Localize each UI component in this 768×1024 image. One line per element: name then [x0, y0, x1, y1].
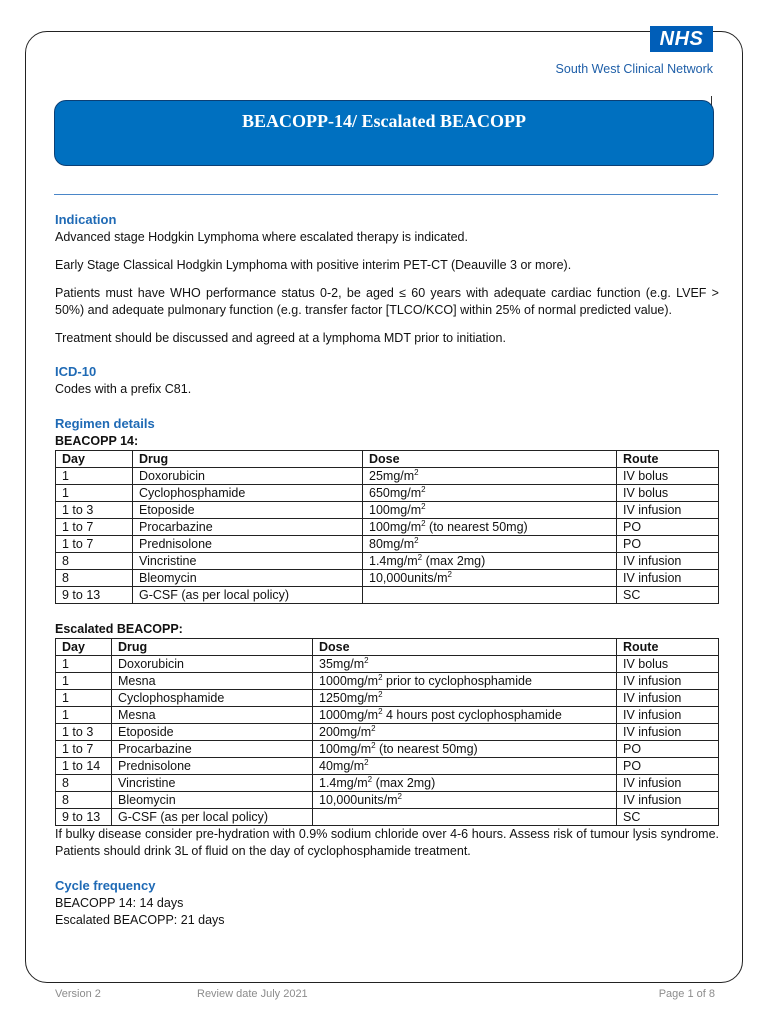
cell-route: IV infusion: [617, 570, 719, 587]
dose-qualifier: (max 2mg): [372, 776, 436, 790]
footer-review-date: Review date July 2021: [197, 988, 308, 1000]
cell-dose: [363, 502, 617, 519]
dose-value: 80mg/m: [369, 537, 415, 551]
header-day: Day: [56, 639, 112, 656]
table-row: [56, 502, 719, 519]
cycle-section: [55, 877, 719, 929]
cycle-line-1: BEACOPP 14: 14 days: [55, 896, 184, 910]
cell-drug: Vincristine: [133, 553, 363, 570]
dose-value: 100mg/m: [369, 503, 422, 517]
cell-drug: Prednisolone: [112, 758, 313, 775]
cell-drug: Doxorubicin: [112, 656, 313, 673]
indication-paragraph-4: Treatment should be discussed and agreed at a lymphoma MDT prior to initiation.: [55, 331, 506, 345]
cell-drug: Mesna: [112, 707, 313, 724]
cycle-heading: Cycle frequency: [55, 878, 156, 893]
cell-route: IV bolus: [617, 485, 719, 502]
cell-dose: [363, 485, 617, 502]
cell-dose: [313, 758, 617, 775]
dose-value: 1000mg/m: [319, 674, 379, 688]
dose-value: 1000mg/m: [319, 708, 379, 722]
dose-value: 25mg/m: [369, 469, 415, 483]
cell-day: 1 to 3: [56, 502, 133, 519]
dose-value: 1.4mg/m: [369, 554, 418, 568]
dose-value: 100mg/m: [369, 520, 422, 534]
cell-dose: [313, 724, 617, 741]
regimen-section: [55, 415, 719, 860]
table-row: [56, 536, 719, 553]
table-row: [56, 741, 719, 758]
cell-day: 8: [56, 775, 112, 792]
table-row: [56, 690, 719, 707]
escalated-label: Escalated BEACOPP:: [55, 622, 183, 636]
cell-drug: Bleomycin: [133, 570, 363, 587]
cell-route: SC: [617, 809, 719, 826]
cell-day: 8: [56, 553, 133, 570]
cell-day: 9 to 13: [56, 587, 133, 604]
cell-day: 1: [56, 707, 112, 724]
cell-dose: [313, 656, 617, 673]
table-row: [56, 809, 719, 826]
cell-route: PO: [617, 536, 719, 553]
nhs-logo: NHS: [650, 26, 713, 52]
cell-drug: Procarbazine: [133, 519, 363, 536]
cell-route: IV infusion: [617, 775, 719, 792]
cell-drug: Etoposide: [112, 724, 313, 741]
cell-dose: [313, 809, 617, 826]
icd-section: [55, 363, 719, 398]
header-rule: [54, 194, 718, 195]
dose-qualifier: (to nearest 50mg): [425, 520, 528, 534]
cell-day: 1: [56, 673, 112, 690]
dose-value: 1.4mg/m: [319, 776, 368, 790]
table-row: [56, 758, 719, 775]
cell-dose: [313, 775, 617, 792]
dose-superscript: 2: [371, 723, 376, 733]
document-title-banner: [54, 100, 714, 166]
dose-value: 35mg/m: [319, 657, 365, 671]
table-row: [56, 792, 719, 809]
indication-paragraph-1: Advanced stage Hodgkin Lymphoma where escalated therapy is indicated.: [55, 230, 468, 244]
dose-qualifier: (max 2mg): [422, 554, 486, 568]
cell-dose: [313, 673, 617, 690]
dose-superscript: 2: [371, 740, 376, 750]
beacopp14-table: [55, 450, 719, 604]
dose-superscript: 2: [378, 689, 383, 699]
cell-day: 9 to 13: [56, 809, 112, 826]
cycle-line-2: Escalated BEACOPP: 21 days: [55, 913, 225, 927]
footer-page-number: Page 1 of 8: [658, 988, 715, 1000]
dose-value: 200mg/m: [319, 725, 372, 739]
cell-drug: Mesna: [112, 673, 313, 690]
cell-day: 1 to 3: [56, 724, 112, 741]
cell-dose: [363, 536, 617, 553]
cell-route: SC: [617, 587, 719, 604]
cell-dose: [313, 792, 617, 809]
table-header-row: [56, 639, 719, 656]
table-row: [56, 485, 719, 502]
cell-dose: [363, 519, 617, 536]
cell-dose: [313, 707, 617, 724]
dose-value: 40mg/m: [319, 759, 365, 773]
cell-dose: [313, 741, 617, 758]
dose-value: 1250mg/m: [319, 691, 379, 705]
document-title: BEACOPP-14/ Escalated BEACOPP: [242, 111, 526, 131]
cell-drug: G-CSF (as per local policy): [112, 809, 313, 826]
indication-heading: Indication: [55, 212, 117, 227]
cell-drug: Vincristine: [112, 775, 313, 792]
icd-text: Codes with a prefix C81.: [55, 382, 192, 396]
dose-superscript: 2: [378, 706, 383, 716]
dose-qualifier: (to nearest 50mg): [375, 742, 478, 756]
cell-route: IV bolus: [617, 468, 719, 485]
dose-value: 10,000units/m: [319, 793, 398, 807]
dose-value: 10,000units/m: [369, 571, 448, 585]
cell-route: PO: [617, 758, 719, 775]
cell-dose: [363, 587, 617, 604]
cell-drug: Procarbazine: [112, 741, 313, 758]
dose-superscript: 2: [414, 467, 419, 477]
beacopp14-label: BEACOPP 14:: [55, 434, 139, 448]
table-row: [56, 468, 719, 485]
cell-drug: G-CSF (as per local policy): [133, 587, 363, 604]
header-day: Day: [56, 451, 133, 468]
header-dose: Dose: [363, 451, 617, 468]
escalated-rows: [56, 656, 719, 826]
cell-day: 1 to 14: [56, 758, 112, 775]
indication-paragraph-2: Early Stage Classical Hodgkin Lymphoma with positive interim PET-CT (Deauville 3 or more).: [55, 258, 572, 272]
table-row: [56, 724, 719, 741]
cell-day: 1: [56, 468, 133, 485]
dose-qualifier: 4 hours post cyclophosphamide: [382, 708, 562, 722]
cell-day: 1: [56, 656, 112, 673]
dose-superscript: 2: [417, 552, 423, 562]
header-route: Route: [617, 451, 719, 468]
cell-drug: Bleomycin: [112, 792, 313, 809]
cell-day: 8: [56, 792, 112, 809]
cell-day: 1: [56, 690, 112, 707]
cell-route: PO: [617, 741, 719, 758]
cell-drug: Cyclophosphamide: [112, 690, 313, 707]
dose-superscript: 2: [447, 569, 452, 579]
dose-superscript: 2: [421, 518, 426, 528]
dose-superscript: 2: [364, 757, 369, 767]
header-drug: Drug: [133, 451, 363, 468]
icd-heading: ICD-10: [55, 364, 97, 379]
indication-paragraph-3: Patients must have WHO performance status 0-2, be aged ≤ 60 years with adequate cardiac function (e.g. LVEF > 50%) and adequate pulmonary function (e.g. transfer factor [TLCO/KCO] within 25% of normal predicted value).: [55, 286, 719, 317]
dose-superscript: 2: [378, 672, 383, 682]
table-row: [56, 553, 719, 570]
cell-route: IV infusion: [617, 673, 719, 690]
dose-superscript: 2: [421, 484, 426, 494]
dose-value: 100mg/m: [319, 742, 372, 756]
indication-section: [55, 211, 719, 347]
header-dose: Dose: [313, 639, 617, 656]
dose-qualifier: prior to cyclophosphamide: [382, 674, 532, 688]
table-row: [56, 587, 719, 604]
cell-dose: [363, 553, 617, 570]
header-drug: Drug: [112, 639, 313, 656]
escalated-table: [55, 638, 719, 826]
cell-drug: Prednisolone: [133, 536, 363, 553]
cell-drug: Cyclophosphamide: [133, 485, 363, 502]
regimen-heading: Regimen details: [55, 416, 155, 431]
cell-dose: [363, 570, 617, 587]
header-route: Route: [617, 639, 719, 656]
footer-version: Version 2: [55, 988, 101, 1000]
cell-route: IV infusion: [617, 707, 719, 724]
cell-route: IV infusion: [617, 502, 719, 519]
dose-superscript: 2: [367, 774, 373, 784]
dose-value: 650mg/m: [369, 486, 422, 500]
dose-superscript: 2: [421, 501, 426, 511]
cell-day: 1 to 7: [56, 519, 133, 536]
cell-route: IV infusion: [617, 724, 719, 741]
beacopp14-rows: [56, 468, 719, 604]
cell-day: 8: [56, 570, 133, 587]
table-row: [56, 656, 719, 673]
cell-route: IV bolus: [617, 656, 719, 673]
cell-drug: Etoposide: [133, 502, 363, 519]
table-row: [56, 775, 719, 792]
cell-dose: [363, 468, 617, 485]
cell-day: 1 to 7: [56, 741, 112, 758]
cell-dose: [313, 690, 617, 707]
table-row: [56, 673, 719, 690]
dose-superscript: 2: [364, 655, 369, 665]
table-row: [56, 570, 719, 587]
hydration-note: If bulky disease consider pre-hydration with 0.9% sodium chloride over 4-6 hours. Assess risk of tumour lysis syndrome. Patients should drink 3L of fluid on the day of cyclophosphamide treatment.: [55, 827, 719, 858]
table-row: [56, 519, 719, 536]
cell-route: IV infusion: [617, 553, 719, 570]
dose-superscript: 2: [414, 535, 419, 545]
cell-route: IV infusion: [617, 792, 719, 809]
cell-route: PO: [617, 519, 719, 536]
network-name: South West Clinical Network: [555, 62, 713, 76]
table-row: [56, 707, 719, 724]
cell-day: 1 to 7: [56, 536, 133, 553]
table-header-row: [56, 451, 719, 468]
cell-day: 1: [56, 485, 133, 502]
document-body: [55, 211, 719, 929]
cell-drug: Doxorubicin: [133, 468, 363, 485]
cell-route: IV infusion: [617, 690, 719, 707]
dose-superscript: 2: [397, 791, 402, 801]
